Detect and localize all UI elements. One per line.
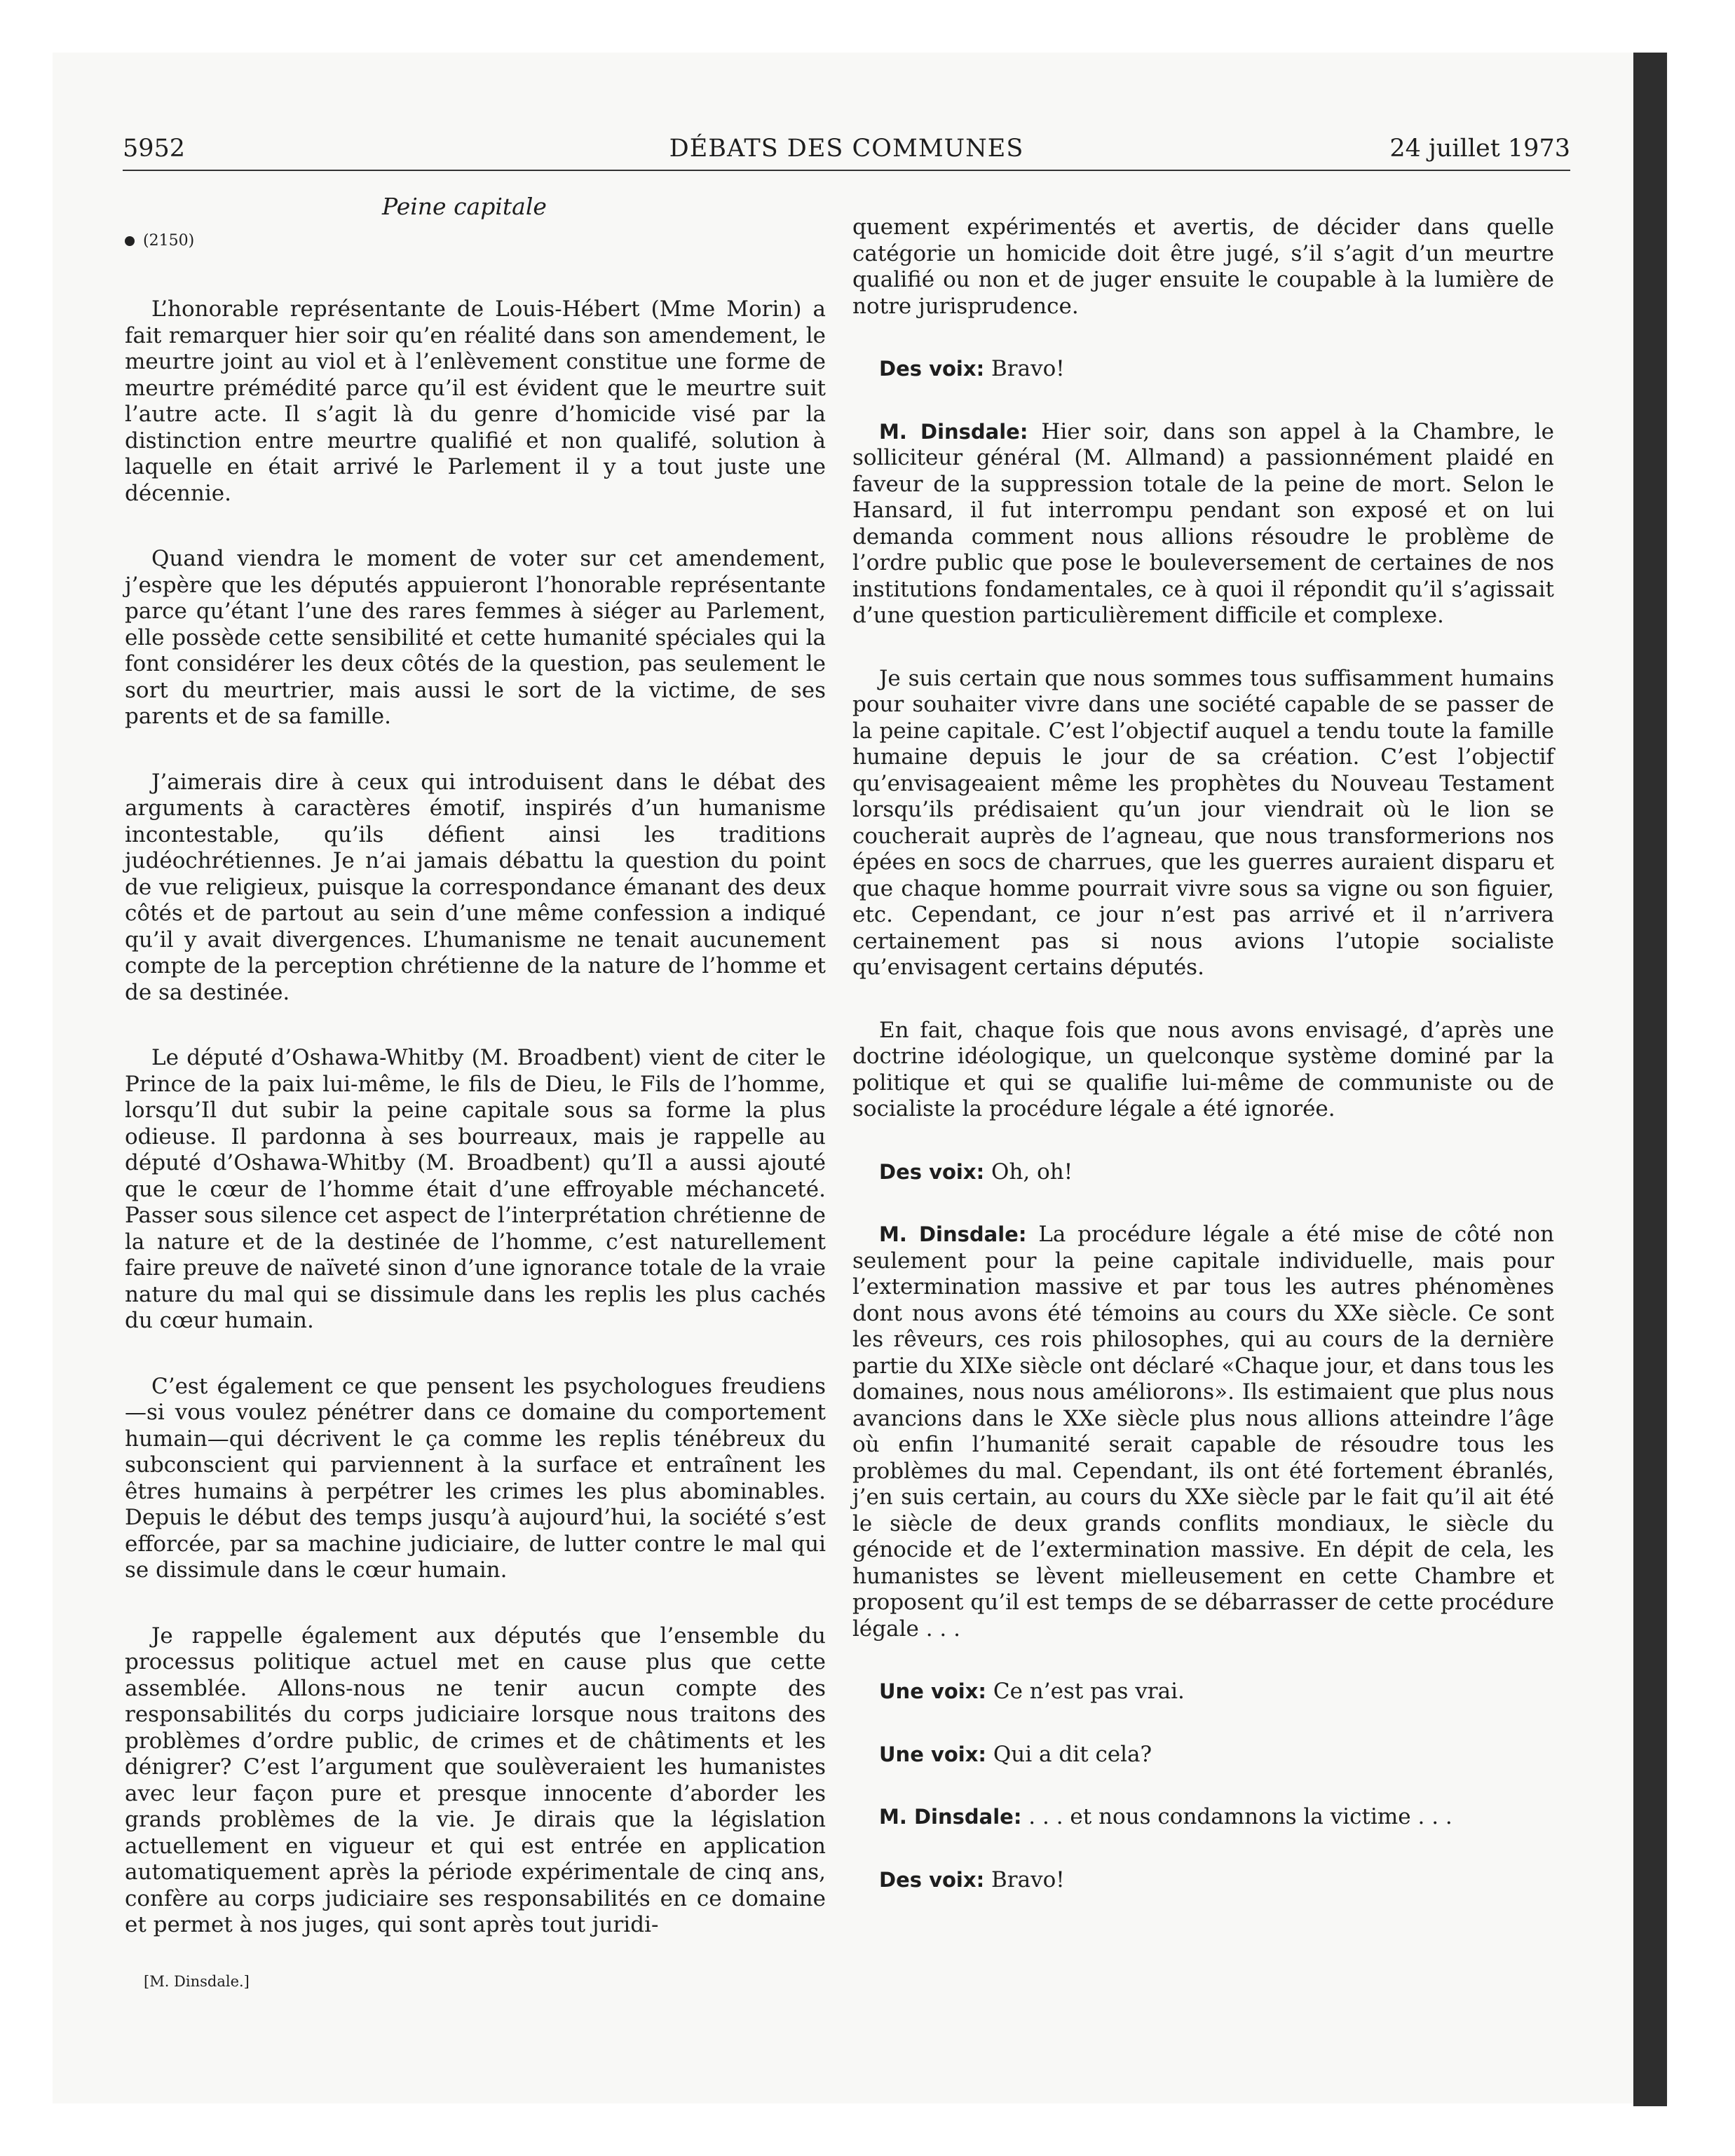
speaker-name: Des voix: <box>879 1867 985 1892</box>
right-column <box>852 214 1554 1930</box>
paragraph: Je rappelle également aux députés que l’ensemble du processus politique actuel met en cause plus que cette assemblée. Allons-nous ne tenir aucun compte des responsabilités du corps judiciaire lorsque nous traitons des problèmes d’ordre public, de crimes et de châtiments et les dénigrer? C’est l’argument que soulèveraient les humanistes avec leur façon pure et presque innocente d’aborder les grands problèmes de la vie. Je dirais que la législation actuellement en vigueur et qui est entrée en application automatiquement après la période expérimentale de cinq ans, confère au corps judiciaire ses responsabilités en ce domaine et permet à nos juges, qui sont après tout juridi- <box>125 1623 826 1937</box>
paragraph: Je suis certain que nous sommes tous suffisamment humains pour souhaiter vivre dans une société capable de se passer de la peine capitale. C’est l’objectif auquel a tendu toute la famille humaine depuis le jour de sa création. C’est l’objectif qu’envisageaient même les prophètes du Nouveau Testament lorsqu’ils prédisaient qu’un jour viendrait où le lion se coucherait auprès de l’agneau, que nous transformerions nos épées en socs de charrues, que les guerres auraient disparu et que chaque homme pourrait vivre sous sa vigne ou son figuier, etc. Cependant, ce jour n’est pas arrivé et il n’arrivera certainement pas si nous avions l’utopie socialiste qu’envisagent certains députés. <box>852 665 1554 980</box>
publication-title: DÉBATS DES COMMUNES <box>669 135 1024 163</box>
speech-text: La procédure légale a été mise de côté non seulement pour la peine capitale individuelle, mais pour l’extermination massive et par tous les autres phénomènes dont nous avons été témoins au cours du XXe siècle. Ce sont les rêveurs, ces rois philosophes, qui au cours de la dernière partie du XIXe siècle ont déclaré «Chaque jour, et dans tous les domaines, nous nous améliorons». Ils estimaient que plus nous avancions dans le XXe siècle plus nous allions atteindre l’âge où enfin l’humanité serait capable de résoudre tous les problèmes du mal. Cependant, ils ont été fortement ébranlés, j’en suis certain, au cours du XXe siècle par le fait qu’il ait été le siècle de deux grands conflits mondiaux, le siècle du génocide et de l’extermination massive. En dépit de cela, les humanistes se lèvent mielleusement en cette Chambre et proposent qu’il est temps de se débarrasser de cette procédure légale . . . <box>852 1222 1554 1642</box>
speaker-name: M. Dinsdale: <box>879 419 1028 444</box>
speaker-attribution: [M. Dinsdale.] <box>144 1973 250 1990</box>
section-title: Peine capitale <box>382 193 547 220</box>
page-number: 5952 <box>123 135 186 163</box>
speech-text: . . . et nous condamnons la victime . . . <box>1021 1804 1452 1829</box>
paragraph: En fait, chaque fois que nous avons envisagé, d’après une doctrine idéologique, un quelconque système dominé par la politique et qui se qualifie lui-même de communiste ou de socialiste la procédure légale a été ignorée. <box>852 1017 1554 1121</box>
left-column <box>125 189 826 1978</box>
speaker-name: Des voix: <box>879 357 985 381</box>
intervention <box>852 1222 1554 1642</box>
speaker-name: M. Dinsdale: <box>879 1222 1027 1246</box>
speech-text: Qui a dit cela? <box>986 1741 1152 1767</box>
scan-edge-shadow <box>1633 53 1667 2106</box>
speech-text: Bravo! <box>984 1867 1065 1892</box>
paragraph: L’honorable représentante de Louis-Hébert (Mme Morin) a fait remarquer hier soir qu’en réalité dans son amendement, le meurtre joint au viol et à l’enlèvement constitue une forme de meurtre prémédité parce qu’il est évident que le meurtre suit l’autre acte. Il s’agit là du genre d’homicide visé par la distinction entre meurtre qualifié et non qualifé, solution à laquelle en était arrivé le Parlement il y a tout juste une décennie. <box>125 296 826 506</box>
speech-text: Hier soir, dans son appel à la Chambre, le solliciteur général (M. Allmand) a passionnément plaidé en faveur de la suppression totale de la peine de mort. Selon le Hansard, il fut interrompu pendant son exposé et on lui demanda comment nous allions résoudre le problème de l’ordre public que pose le bouleversement de certaines de nos institutions fondamentales, ce à quoi il répondit qu’il s’agissait d’une question particulièrement difficile et complexe. <box>852 418 1554 628</box>
paragraph: C’est également ce que pensent les psychologues freudiens—si vous voulez pénétrer dans ce domaine du comportement humain—qui décrivent le ça comme les replis ténébreux du subconscient qui parviennent à la surface et entraînent les êtres humains à perpétrer les crimes les plus abominables. Depuis le début des temps jusqu’à aujourd’hui, la société s’est efforcée, par sa machine judiciaire, de lutter contre le mal qui se dissimule dans le cœur humain. <box>125 1373 826 1583</box>
speaker-name: Une voix: <box>879 1679 987 1703</box>
intervention <box>852 1159 1554 1186</box>
paragraph: quement expérimentés et avertis, de décider dans quelle catégorie un homicide doit être jugé, s’il s’agit d’un meurtre qualifié ou non et de juger ensuite le coupable à la lumière de notre jurisprudence. <box>852 214 1554 319</box>
speech-text: Bravo! <box>984 356 1065 381</box>
intervention <box>852 356 1554 383</box>
page-header <box>123 135 1570 171</box>
intervention <box>852 1804 1554 1831</box>
intervention <box>852 1742 1554 1768</box>
intervention <box>852 1867 1554 1894</box>
intervention <box>852 419 1554 629</box>
speech-text: Ce n’est pas vrai. <box>986 1679 1185 1704</box>
speaker-name: Une voix: <box>879 1742 987 1766</box>
speaker-name: Des voix: <box>879 1159 985 1184</box>
publication-date: 24 juillet 1973 <box>1389 135 1570 163</box>
speaker-name: M. Dinsdale: <box>879 1805 1022 1829</box>
intervention <box>852 1679 1554 1705</box>
paragraph: Le député d’Oshawa-Whitby (M. Broadbent) vient de citer le Prince de la paix lui-même, le fils de Dieu, le Fils de l’homme, lorsqu’Il dut subir la peine capitale sous sa forme la plus odieuse. Il pardonna à ses bourreaux, mais je rappelle au député d’Oshawa-Whitby (M. Broadbent) qu’Il a aussi ajouté que le cœur de l’homme était d’une effroyable méchanceté. Passer sous silence cet aspect de l’interprétation chrétienne de la nature et de la destinée de l’homme, c’est naturellement faire preuve de naïveté sinon d’une ignorance totale de la vraie nature du mal qui se dissimule dans les replis les plus cachés du cœur humain. <box>125 1045 826 1333</box>
time-marker-text: (2150) <box>143 232 195 250</box>
paragraph: J’aimerais dire à ceux qui introduisent dans le débat des arguments à caractères émotif, inspirés d’un humanisme incontestable, qu’ils défient ainsi les traditions judéochrétiennes. Je n’ai jamais débattu la question du point de vue religieux, puisque la correspondance émanant des deux côtés et de partout au sein d’une même confession a indiqué qu’il y avait divergences. L’humanisme ne tenait aucunement compte de la perception chrétienne de la nature de l’homme et de sa destinée. <box>125 769 826 1005</box>
paragraph: Quand viendra le moment de voter sur cet amendement, j’espère que les députés appuieront l’honorable représentante parce qu’étant l’une des rares femmes à siéger au Parlement, elle possède cette sensibilité et cette humanité spéciales qui la font considérer les deux côtés de la question, pas seulement le sort du meurtrier, mais aussi le sort de la victime, de ses parents et de sa famille. <box>125 546 826 729</box>
speech-text: Oh, oh! <box>984 1159 1073 1185</box>
